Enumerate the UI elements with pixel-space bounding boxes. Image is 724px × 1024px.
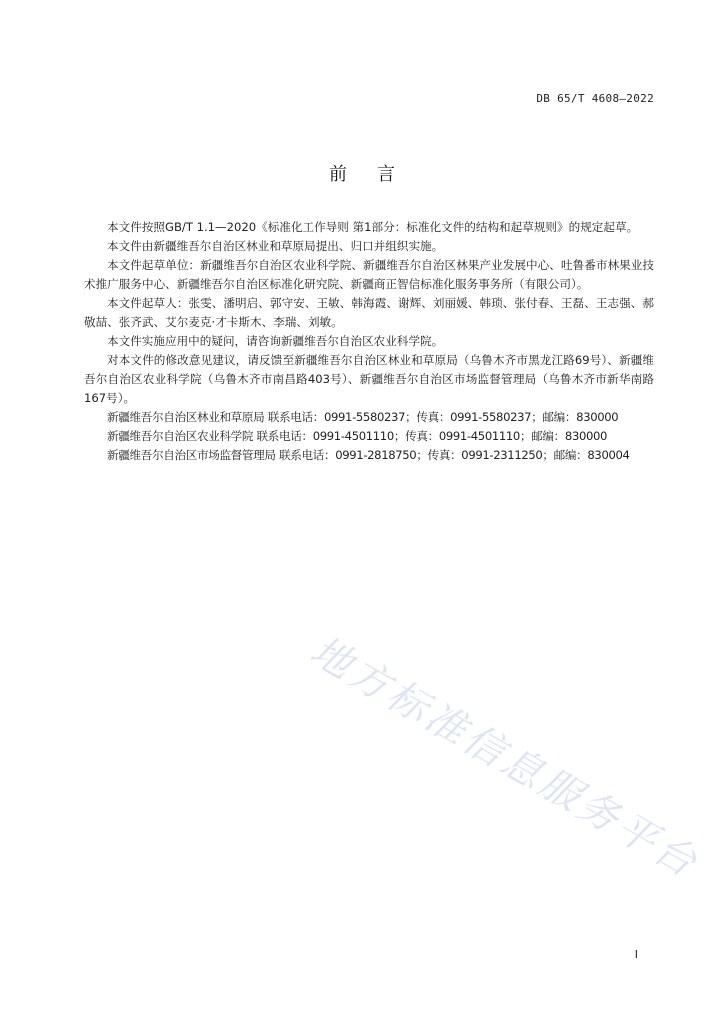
paragraph-inquiries: 本文件实施应用中的疑问，请咨询新疆维吾尔自治区农业科学院。	[107, 334, 444, 348]
paragraph-drafting-units: 本文件起草单位：新疆维吾尔自治区农业科学院、新疆维吾尔自治区林果产业发展中心、吐鲁番市林果业技术推广服务中心、新疆维吾尔自治区标准化研究院、新疆商正智信标准化服务事务所（有限公司）。	[84, 258, 654, 291]
paragraph-proposer: 本文件由新疆维吾尔自治区林业和草原局提出、归口并组织实施。	[107, 239, 444, 253]
paragraph-drafting-rules: 本文件按照GB/T 1.1—2020《标准化工作导则 第1部分：标准化文件的结构和起草规则》的规定起草。	[107, 220, 639, 234]
contact-line-market-regulation: 新疆维吾尔自治区市场监督管理局 联系电话：0991-2818750；传真：0991-2311250；邮编：830004	[107, 448, 630, 462]
paragraph-drafters: 本文件起草人：张雯、潘明启、郭守安、王敏、韩海霞、谢辉、刘丽媛、韩琐、张付春、王磊、王志强、郝敬喆、张齐武、艾尔麦克·才卡斯木、李瑞、刘敏。	[84, 296, 654, 329]
page-title: 前言	[329, 164, 425, 185]
foreword-body	[84, 218, 654, 465]
contact-line-agri-academy: 新疆维吾尔自治区农业科学院 联系电话：0991-4501110；传真：0991-4501110；邮编：830000	[107, 429, 608, 443]
contact-line-forestry-bureau: 新疆维吾尔自治区林业和草原局 联系电话：0991-5580237；传真：0991-5580237；邮编：830000	[107, 410, 619, 424]
page-number: I	[634, 948, 638, 961]
watermark: 地方标准信息服务平台	[302, 627, 707, 888]
document-code: DB 65/T 4608—2022	[536, 92, 654, 105]
paragraph-feedback: 对本文件的修改意见建议，请反馈至新疆维吾尔自治区林业和草原局（乌鲁木齐市黑龙江路69号）、新疆维吾尔自治区农业科学院（乌鲁木齐市南昌路403号）、新疆维吾尔自治区市场监督管理局（乌鲁木齐市新华南路167号）。	[84, 353, 654, 405]
